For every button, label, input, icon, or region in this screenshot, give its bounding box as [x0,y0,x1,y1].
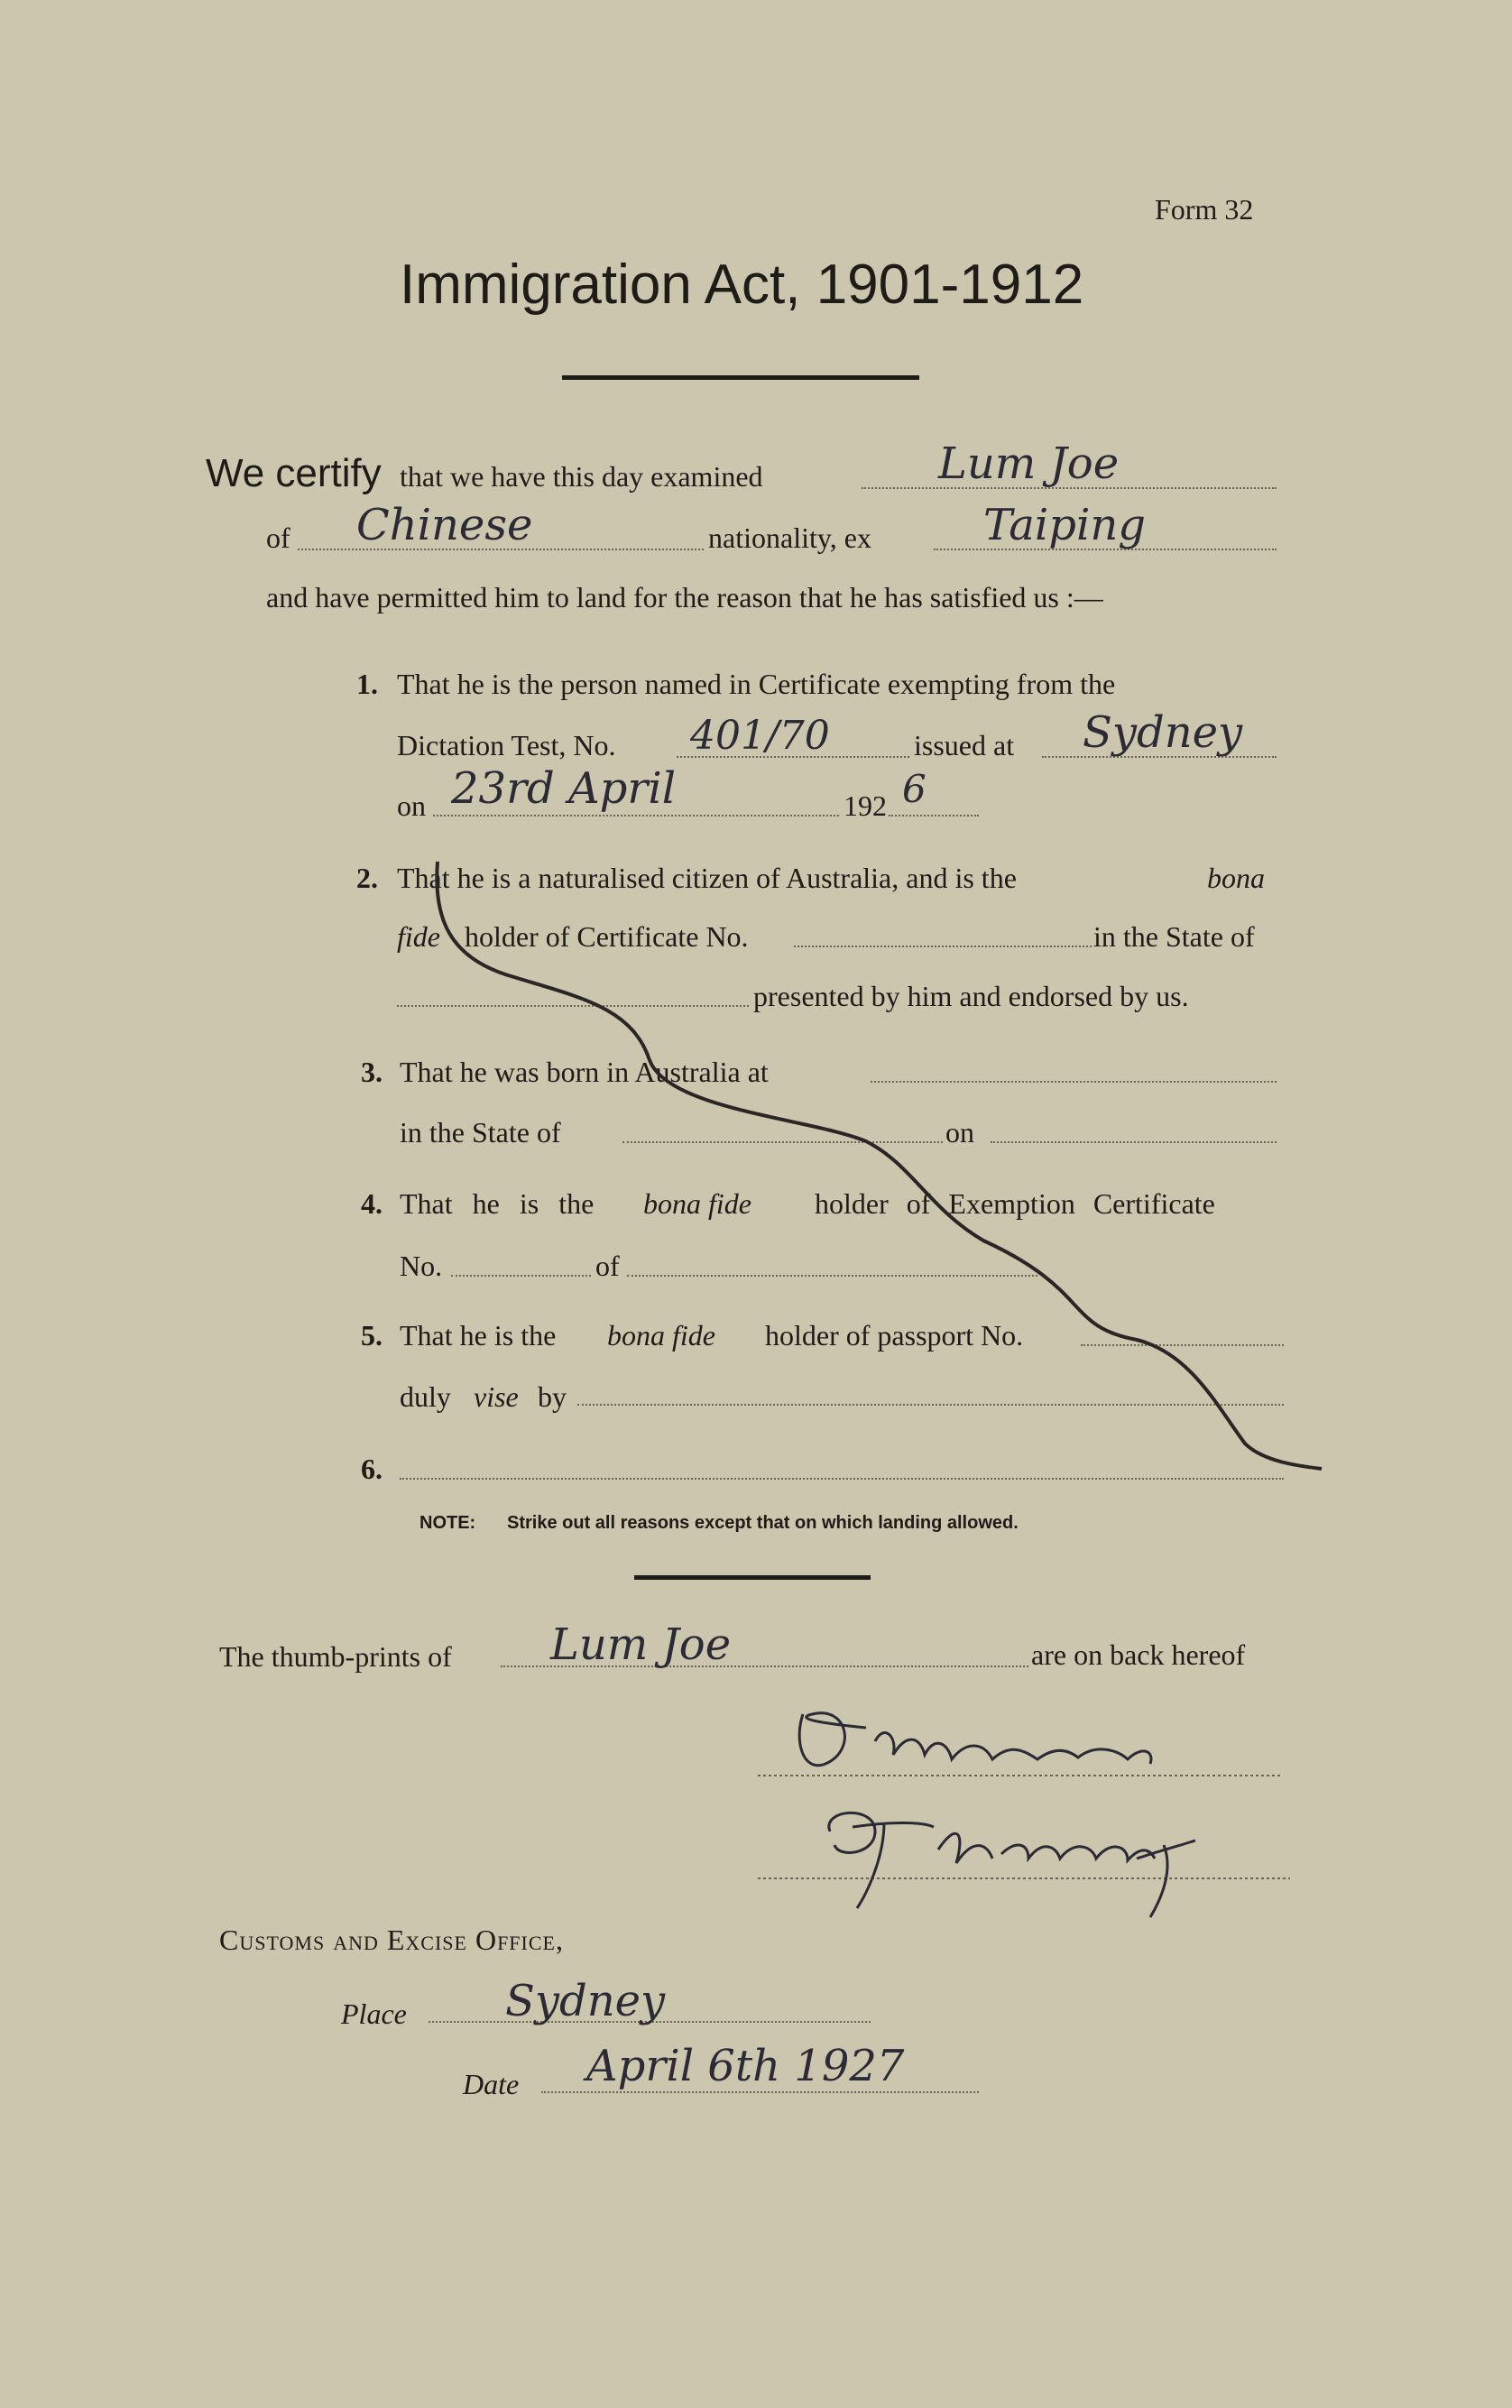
customs-office-heading: Customs and Excise Office, [219,1924,564,1956]
certify-lead: We certify [206,451,382,495]
reason-5-vise: vise [474,1380,519,1413]
reason-5-line-1c: holder of passport No. [765,1319,1024,1352]
reason-1-date-handwritten: 23rd April [451,763,677,814]
certify-line-1: that we have this day examined [400,460,763,493]
reason-1-year-prefix: 192 [844,789,887,822]
reason-3-state-label: in the State of [400,1116,561,1149]
date-line [541,2091,979,2093]
reason-3-on-label: on [945,1116,974,1149]
reason-5-by-label: by [538,1380,567,1413]
thumb-name-handwritten: Lum Joe [550,1619,732,1670]
reason-4-line-1c: holder of Exemption Certificate [815,1187,1215,1220]
reason-5-line-1a: That he is the [400,1319,557,1352]
reason-2-fide: fide [397,920,440,953]
reason-5-number: 5. [361,1319,383,1352]
reason-4-line-1a: That he is the [400,1187,595,1220]
reason-1-issued-place-handwritten: Sydney [1083,707,1243,758]
reason-5-bona-fide: bona fide [607,1319,715,1352]
thumb-tail: are on back hereof [1031,1638,1246,1671]
note-label: NOTE: [419,1513,476,1533]
date-handwritten: April 6th 1927 [586,2041,905,2091]
reason-1-number: 1. [356,668,378,700]
of-label: of [266,521,290,554]
reason-2-cert-label: holder of Certificate No. [465,920,749,953]
place-label: Place [341,1997,407,2030]
reason-4-of-label: of [595,1250,620,1282]
reason-2-line-1a: That he is a naturalised citizen of Australia, and is the [397,862,1017,894]
note-text: Strike out all reasons except that on which landing allowed. [507,1513,1019,1533]
certify-line-3: and have permitted him to land for the reason that he has satisfied us :— [266,581,1103,614]
reason-2-number: 2. [356,862,378,894]
reason-1-dictation-label: Dictation Test, No. [397,729,616,761]
officer-signatures [740,1687,1299,1922]
examined-name-handwritten: Lum Joe [938,438,1120,489]
note-divider [634,1575,871,1580]
reason-1-line-1: That he is the person named in Certificate exempting from the [397,668,1116,700]
reason-1-year-digit-handwritten: 6 [902,767,927,811]
reason-1-issued-label: issued at [914,729,1015,761]
reason-5-duly-label: duly [400,1380,451,1413]
reason-2-state-label: in the State of [1093,920,1255,953]
reason-2-line-3: presented by him and endorsed by us. [753,980,1189,1012]
reason-1-cert-no-handwritten: 401/70 [690,713,830,759]
ship-handwritten: Taiping [983,500,1146,550]
reason-4-number: 4. [361,1187,383,1220]
form-title: Immigration Act, 1901-1912 [400,254,1084,316]
reason-4-no-label: No. [400,1250,443,1282]
date-label: Date [463,2068,520,2100]
reason-2-bona: bona [1207,862,1265,894]
reason-6-number: 6. [361,1453,383,1485]
place-handwritten: Sydney [505,1976,666,2026]
nationality-label: nationality, ex [708,521,871,554]
reason-4-bona-fide: bona fide [643,1187,751,1220]
form-number: Form 32 [1155,193,1254,226]
reason-3-line-1: That he was born in Australia at [400,1056,769,1088]
reason-1-on-label: on [397,789,426,822]
thumb-lead: The thumb-prints of [219,1640,452,1673]
reason-3-number: 3. [361,1056,383,1088]
nationality-handwritten: Chinese [356,500,533,550]
